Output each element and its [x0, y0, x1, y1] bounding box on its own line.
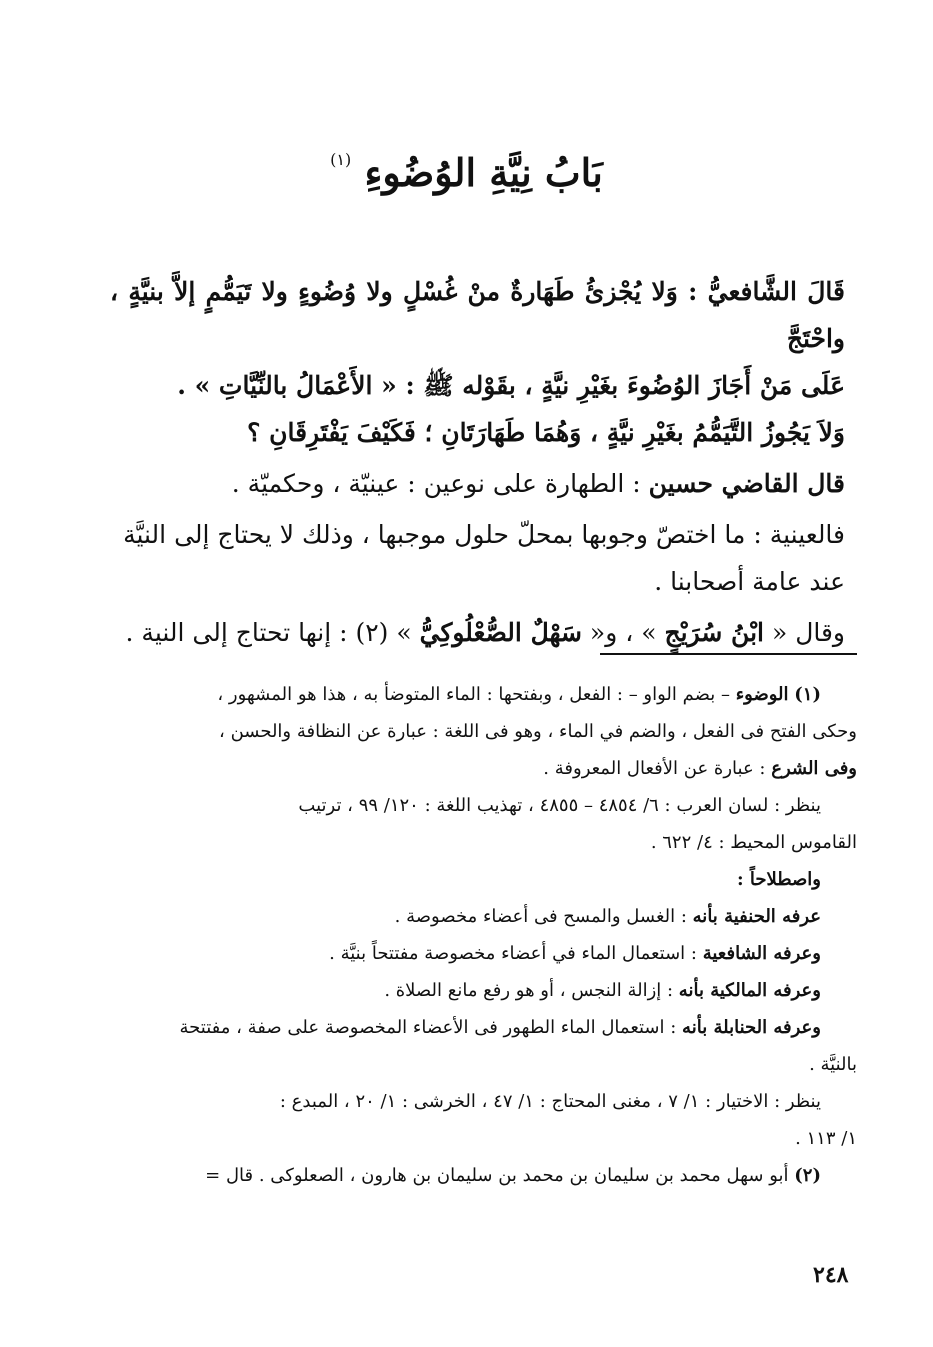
ibn-surayj-suffix: : إنها تحتاج إلى النية .: [125, 618, 348, 647]
shafii-definition: [112, 935, 857, 972]
footnote-1-line-3-row: [112, 750, 857, 787]
technical-definition-heading: واصطلاحاً :: [736, 869, 821, 890]
ibn-surayj-paragraph: [110, 609, 845, 656]
qadi-hussein-paragraph: [110, 460, 845, 507]
footnote-2: [112, 1157, 857, 1194]
ayniyya-line-2: عند عامة أصحابنا .: [654, 567, 845, 596]
qadi-hussein-text: : الطهارة على نوعين : عينيّة ، وحكميّة .: [231, 469, 641, 498]
ibn-surayj-prefix: وقال «: [771, 618, 845, 647]
footnote-1-line-3: : عبارة عن الأفعال المعروفة .: [543, 758, 766, 779]
ibn-surayj-name: ابْنُ سُرَيْجٍ: [664, 618, 764, 647]
main-text: [110, 268, 845, 660]
hanafi-text: : الغسل والمسح فى أعضاء مخصوصة .: [394, 906, 687, 927]
hanafi-definition: [112, 898, 857, 935]
qadi-hussein-label: قال القاضي حسين: [648, 469, 845, 498]
shafii-text: : استعمال الماء في أعضاء مخصوصة مفتتحاً بنيَّة .: [329, 943, 697, 964]
footnote-1: [112, 676, 857, 713]
hanbali-line-2-row: [112, 1046, 857, 1083]
footnote-2-text: أبو سهل محمد بن سليمان بن محمد بن سليمان بن هارون ، الصعلوكى . قال =: [205, 1165, 789, 1186]
footnote-separator: [600, 653, 857, 655]
ayniyya-line-1: فالعينية : ما اختصّ وجوبها بمحلّ حلول موجبها ، وذلك لا يحتاج إلى النيَّة: [123, 520, 845, 549]
hanafi-label: عرفه الحنفية بأنه: [692, 906, 821, 927]
sahl-footnote-ref: » (٢): [355, 618, 412, 647]
page-number: ٢٤٨: [813, 1262, 849, 1288]
title-footnote-ref: (١): [330, 150, 352, 169]
hanbali-label: وعرفه الحنابلة بأنه: [682, 1017, 821, 1038]
footnote-1-line-2: وحكى الفتح فى الفعل ، والضم في الماء ، وهو فى اللغة : عبارة عن النظافة والحسن ،: [219, 721, 857, 742]
references-2-line-1: ينظر : الاختيار : ١/ ٧ ، مغنى المحتاج : ١/ ٤٧ ، الخرشى : ١/ ٢٠ ، المبدع :: [279, 1091, 821, 1112]
chapter-title: [0, 150, 933, 195]
shafii-quote: [110, 268, 845, 456]
footnote-2-marker: (٢): [794, 1165, 821, 1186]
maliki-text: : إزالة النجس ، أو هو رفع مانع الصلاة .: [384, 980, 674, 1001]
references-1-line-2: القاموس المحيط : ٤/ ٦٢٢ .: [650, 832, 857, 853]
footnote-1-line-2-row: [112, 713, 857, 750]
hanbali-definition: [112, 1009, 857, 1046]
footnote-1-line-1: – بضم الواو – : الفعل ، وبفتحها : الماء المتوضأ به ، هذا هو المشهور ،: [217, 684, 730, 705]
footnote-1-marker: (١): [794, 684, 821, 705]
hanbali-text-2: بالنيَّة .: [809, 1054, 857, 1075]
quote-line-1: قَالَ الشَّافعيُّ : وَلا يُجْزئُ طَهَارةٌ منْ غُسْلٍ ولا وُضُوءٍ ولا تَيَمُّمٍ إلاَّ بنيَّةٍ ، واحْتَجَّ: [110, 277, 845, 353]
shafii-label: وعرفه الشافعية: [702, 943, 821, 964]
quote-line-2: عَلَى مَنْ أَجَازَ الوُضُوءَ بغَيْرِ نيَّةٍ ، بقَوْله ﷺ : « الأَعْمَالُ بالنِّيَّاتِ » .: [177, 371, 845, 400]
references-1-line-2-row: [112, 824, 857, 861]
references-1-line-1: ينظر : لسان العرب : ٦/ ٤٨٥٤ – ٤٨٥٥ ، تهذيب اللغة : ١٢٠/ ٩٩ ، ترتيب: [298, 795, 821, 816]
sahl-name: سَهْلٌ الصُّعْلُوكِيُّ: [419, 618, 582, 647]
maliki-definition: [112, 972, 857, 1009]
footnote-1-sharia-label: وفى الشرع: [771, 758, 857, 779]
ayniyya-paragraph: [110, 511, 845, 605]
ibn-surayj-middle: » ، و«: [589, 618, 657, 647]
maliki-label: وعرفه المالكية بأنه: [678, 980, 821, 1001]
references-2-line-2-row: [112, 1120, 857, 1157]
footnote-1-term: الوضوء: [735, 684, 789, 705]
references-2-line-2: ١/ ١١٣ .: [795, 1128, 857, 1149]
hanbali-text-1: : استعمال الماء الطهور فى الأعضاء المخصوصة على صفة ، مفتتحة: [179, 1017, 677, 1038]
footnotes: [112, 676, 857, 1194]
references-1: [112, 787, 857, 824]
quote-line-3: وَلاَ يَجُوزُ التَّيَمُّمُ بغَيْرِ نيَّةٍ ، وَهُمَا طَهَارَتَانِ ؛ فَكَيْفَ يَفْتَرِقَانِ ؟: [247, 418, 845, 447]
chapter-title-text: بَابُ نِيَّةِ الوُضُوءِ: [364, 150, 603, 195]
references-2: [112, 1083, 857, 1120]
